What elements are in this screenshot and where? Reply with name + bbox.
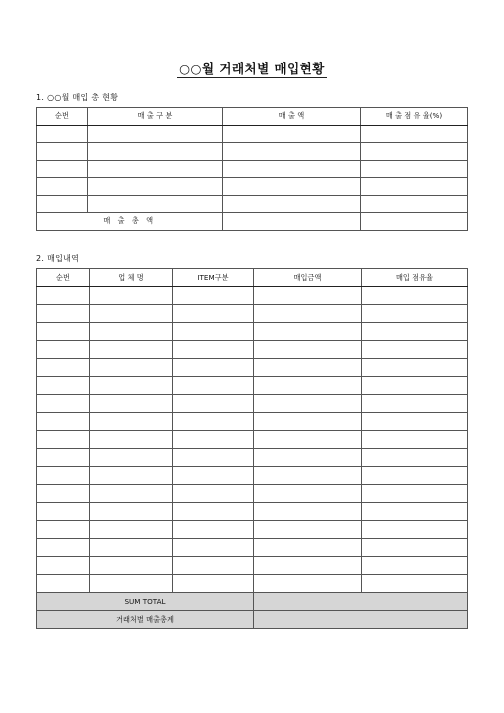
table-cell[interactable]	[90, 377, 173, 395]
table-cell[interactable]	[362, 539, 468, 557]
table-cell[interactable]	[362, 575, 468, 593]
table-cell[interactable]	[223, 178, 361, 196]
table-cell[interactable]	[37, 413, 90, 431]
table-cell[interactable]	[254, 305, 362, 323]
table-cell[interactable]	[254, 485, 362, 503]
header-cell: 순번	[37, 269, 90, 287]
table-body	[37, 287, 468, 593]
table-row	[37, 178, 468, 196]
table-cell[interactable]	[88, 125, 223, 143]
table-cell[interactable]	[90, 521, 173, 539]
table-row	[37, 431, 468, 449]
table-cell[interactable]	[254, 395, 362, 413]
table-cell[interactable]	[173, 467, 254, 485]
table-cell[interactable]	[362, 341, 468, 359]
table-cell[interactable]	[37, 359, 90, 377]
table-cell[interactable]	[254, 341, 362, 359]
section1-label: 1. ○○월 매입 총 현황	[36, 93, 119, 102]
table-cell[interactable]	[173, 395, 254, 413]
table-cell[interactable]	[254, 377, 362, 395]
table-cell[interactable]	[37, 160, 88, 178]
table-cell[interactable]	[173, 287, 254, 305]
grand-total-label: 거래처별 매출총계	[37, 611, 254, 629]
table-cell[interactable]	[173, 539, 254, 557]
table-cell[interactable]	[173, 341, 254, 359]
table-cell[interactable]	[173, 305, 254, 323]
table-cell[interactable]	[173, 557, 254, 575]
table-cell[interactable]	[362, 377, 468, 395]
table-cell[interactable]	[173, 521, 254, 539]
header-cell: 매 출 구 분	[88, 108, 223, 126]
sum-total-value[interactable]	[254, 593, 468, 611]
total-amount-cell[interactable]	[223, 213, 361, 231]
table-cell[interactable]	[254, 359, 362, 377]
table-row	[37, 143, 468, 161]
table-row	[37, 341, 468, 359]
table-cell[interactable]	[361, 160, 468, 178]
table-cell[interactable]	[362, 503, 468, 521]
table-cell[interactable]	[88, 160, 223, 178]
table-cell[interactable]	[37, 195, 88, 213]
table-cell[interactable]	[90, 413, 173, 431]
table-cell[interactable]	[254, 449, 362, 467]
sales-summary-table	[36, 107, 468, 231]
total-share-cell[interactable]	[361, 213, 468, 231]
table-cell[interactable]	[37, 575, 90, 593]
table-cell[interactable]	[362, 305, 468, 323]
header-cell: 매 출 액	[223, 108, 361, 126]
table-cell[interactable]	[90, 305, 173, 323]
table-cell[interactable]	[173, 413, 254, 431]
sum-total-label: SUM TOTAL	[37, 593, 254, 611]
table-cell[interactable]	[90, 575, 173, 593]
table-cell[interactable]	[173, 449, 254, 467]
table-cell[interactable]	[173, 323, 254, 341]
table-cell[interactable]	[362, 431, 468, 449]
table-row	[37, 449, 468, 467]
table-cell[interactable]	[254, 287, 362, 305]
table-cell[interactable]	[90, 395, 173, 413]
table-cell[interactable]	[37, 287, 90, 305]
table-row	[37, 160, 468, 178]
table-cell[interactable]	[362, 323, 468, 341]
table-row	[37, 575, 468, 593]
table-cell[interactable]	[90, 287, 173, 305]
table-cell[interactable]	[88, 143, 223, 161]
header-cell: 순번	[37, 108, 88, 126]
header-cell: 업 체 명	[90, 269, 173, 287]
table-cell[interactable]	[361, 178, 468, 196]
header-cell: ITEM구분	[173, 269, 254, 287]
table-body	[37, 125, 468, 213]
table-row	[37, 287, 468, 305]
table-cell[interactable]	[37, 449, 90, 467]
table-cell[interactable]	[173, 503, 254, 521]
table-header-row	[37, 269, 468, 287]
table-cell[interactable]	[362, 467, 468, 485]
table-row	[37, 557, 468, 575]
section2-label: 2. 매입내역	[36, 254, 80, 263]
table-cell[interactable]	[223, 143, 361, 161]
table-header-row	[37, 108, 468, 126]
table-cell[interactable]	[362, 359, 468, 377]
table-cell[interactable]	[254, 557, 362, 575]
table-cell[interactable]	[362, 287, 468, 305]
table-cell[interactable]	[254, 575, 362, 593]
table-cell[interactable]	[254, 503, 362, 521]
table-cell[interactable]	[223, 195, 361, 213]
table-cell[interactable]	[90, 557, 173, 575]
header-cell: 매 출 점 유 율(%)	[361, 108, 468, 126]
table-cell[interactable]	[254, 467, 362, 485]
table-row	[37, 395, 468, 413]
table-cell[interactable]	[37, 557, 90, 575]
table-cell[interactable]	[362, 449, 468, 467]
table-cell[interactable]	[254, 431, 362, 449]
table-cell[interactable]	[37, 323, 90, 341]
table-cell[interactable]	[362, 485, 468, 503]
table-cell[interactable]	[90, 359, 173, 377]
table-cell[interactable]	[37, 503, 90, 521]
table-row	[37, 377, 468, 395]
table-cell[interactable]	[37, 431, 90, 449]
table-cell[interactable]	[361, 125, 468, 143]
table-cell[interactable]	[37, 377, 90, 395]
page-title	[0, 58, 504, 77]
header-cell: 매입금액	[254, 269, 362, 287]
table-cell[interactable]	[173, 431, 254, 449]
table-cell[interactable]	[173, 485, 254, 503]
grand-total-row	[37, 611, 468, 629]
table-cell[interactable]	[90, 539, 173, 557]
table-cell[interactable]	[90, 341, 173, 359]
table-cell[interactable]	[88, 178, 223, 196]
table-cell[interactable]	[361, 143, 468, 161]
table-cell[interactable]	[173, 359, 254, 377]
table-cell[interactable]	[37, 178, 88, 196]
table-row	[37, 323, 468, 341]
page-title-text: ○○월 거래처별 매입현황	[179, 61, 325, 76]
table-cell[interactable]	[254, 539, 362, 557]
table-cell[interactable]	[362, 557, 468, 575]
table-cell[interactable]	[37, 143, 88, 161]
table-row	[37, 305, 468, 323]
table-cell[interactable]	[37, 467, 90, 485]
table-cell[interactable]	[254, 323, 362, 341]
header-cell: 매입 점유율	[362, 269, 468, 287]
table-cell[interactable]	[88, 195, 223, 213]
table-row	[37, 125, 468, 143]
table-cell[interactable]	[37, 395, 90, 413]
table-cell[interactable]	[173, 377, 254, 395]
table-row	[37, 467, 468, 485]
table-cell[interactable]	[90, 323, 173, 341]
table-cell[interactable]	[362, 521, 468, 539]
table-cell[interactable]	[362, 395, 468, 413]
table-cell[interactable]	[37, 539, 90, 557]
total-row	[37, 213, 468, 231]
table-row	[37, 539, 468, 557]
table-row	[37, 413, 468, 431]
table-row	[37, 485, 468, 503]
table-cell[interactable]	[90, 503, 173, 521]
table-cell[interactable]	[37, 305, 90, 323]
table-cell[interactable]	[37, 341, 90, 359]
table-cell[interactable]	[90, 467, 173, 485]
grand-total-value[interactable]	[254, 611, 468, 629]
table-cell[interactable]	[37, 521, 90, 539]
table-cell[interactable]	[90, 431, 173, 449]
table-row	[37, 521, 468, 539]
total-label: 매 출 총 액	[37, 213, 223, 231]
table-cell[interactable]	[90, 485, 173, 503]
purchase-detail-table	[36, 268, 468, 629]
table-cell[interactable]	[362, 413, 468, 431]
table-cell[interactable]	[90, 449, 173, 467]
table-row	[37, 195, 468, 213]
table-cell[interactable]	[223, 160, 361, 178]
table-cell[interactable]	[223, 125, 361, 143]
table-cell[interactable]	[37, 485, 90, 503]
sum-total-row	[37, 593, 468, 611]
table-row	[37, 503, 468, 521]
table-cell[interactable]	[361, 195, 468, 213]
table-cell[interactable]	[173, 575, 254, 593]
table-row	[37, 359, 468, 377]
table-cell[interactable]	[37, 125, 88, 143]
table-cell[interactable]	[254, 413, 362, 431]
table-cell[interactable]	[254, 521, 362, 539]
